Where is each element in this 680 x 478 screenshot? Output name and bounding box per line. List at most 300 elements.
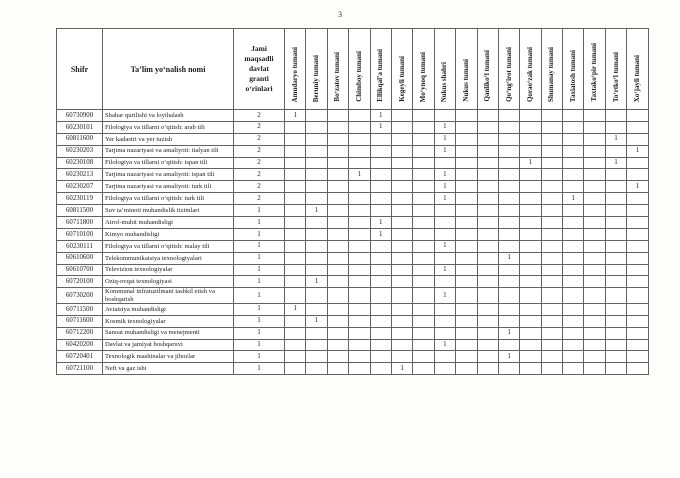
grant-value-cell: 1 bbox=[370, 110, 391, 122]
grant-value-cell bbox=[563, 363, 584, 375]
grant-value-cell bbox=[605, 193, 626, 205]
grant-value-cell bbox=[563, 252, 584, 264]
grant-value-cell bbox=[349, 217, 370, 229]
table-row bbox=[57, 288, 649, 304]
grant-value-cell bbox=[541, 240, 562, 252]
grant-value-cell bbox=[285, 121, 306, 133]
total-grants-cell: 2 bbox=[234, 169, 285, 181]
code-cell: 60711800 bbox=[57, 217, 103, 229]
grant-value-cell bbox=[520, 351, 541, 363]
grant-value-cell bbox=[520, 133, 541, 145]
grant-value-cell bbox=[627, 228, 648, 240]
column-header-direction-name: Ta’lim yo‘nalish nomi bbox=[103, 29, 234, 110]
grant-value-cell bbox=[563, 351, 584, 363]
code-cell: 60811500 bbox=[57, 205, 103, 217]
direction-name-cell: Texnologik mashinalar va jihozlar bbox=[103, 351, 234, 363]
grant-value-cell bbox=[477, 264, 498, 276]
total-grants-cell: 2 bbox=[234, 181, 285, 193]
grant-value-cell bbox=[285, 264, 306, 276]
grant-value-cell bbox=[584, 181, 605, 193]
grant-value-cell bbox=[627, 327, 648, 339]
column-header-district-3 bbox=[349, 29, 370, 110]
grant-value-cell bbox=[349, 339, 370, 351]
grant-value-cell bbox=[456, 169, 477, 181]
grant-value-cell bbox=[605, 327, 626, 339]
grant-value-cell bbox=[370, 339, 391, 351]
grant-value-cell bbox=[413, 157, 434, 169]
grant-value-cell bbox=[584, 228, 605, 240]
grant-value-cell: 1 bbox=[605, 133, 626, 145]
grant-value-cell bbox=[285, 351, 306, 363]
direction-name-cell: Kommunal infratuzilmani tashkil etish va boshqarish bbox=[103, 288, 234, 304]
grant-value-cell bbox=[285, 327, 306, 339]
grant-value-cell bbox=[584, 193, 605, 205]
grant-value-cell bbox=[434, 110, 455, 122]
grant-value-cell bbox=[370, 169, 391, 181]
grant-value-cell bbox=[391, 217, 412, 229]
grant-value-cell: 1 bbox=[370, 228, 391, 240]
grant-value-cell bbox=[456, 217, 477, 229]
grant-value-cell bbox=[605, 110, 626, 122]
grant-value-cell bbox=[520, 228, 541, 240]
grant-value-cell bbox=[541, 228, 562, 240]
grant-value-cell: 1 bbox=[605, 157, 626, 169]
district-header-label: Taxtako‘pir tumani bbox=[590, 43, 599, 102]
grant-value-cell bbox=[477, 217, 498, 229]
grant-value-cell bbox=[541, 145, 562, 157]
grant-value-cell bbox=[627, 217, 648, 229]
grant-value-cell bbox=[498, 169, 519, 181]
total-grants-cell: 1 bbox=[234, 339, 285, 351]
grant-value-cell bbox=[584, 240, 605, 252]
table-row bbox=[57, 315, 649, 327]
grant-value-cell bbox=[563, 121, 584, 133]
grant-value-cell bbox=[391, 193, 412, 205]
grant-value-cell bbox=[285, 315, 306, 327]
column-header-district-15 bbox=[605, 29, 626, 110]
direction-name-cell: Sanoat muhandisligi va menejmenti bbox=[103, 327, 234, 339]
grant-value-cell bbox=[327, 288, 348, 304]
total-grants-cell: 1 bbox=[234, 276, 285, 288]
grant-value-cell bbox=[627, 276, 648, 288]
grant-value-cell bbox=[391, 327, 412, 339]
grant-value-cell bbox=[627, 264, 648, 276]
code-cell: 60230108 bbox=[57, 157, 103, 169]
total-grants-cell: 1 bbox=[234, 252, 285, 264]
grant-value-cell bbox=[349, 303, 370, 315]
grant-value-cell bbox=[370, 181, 391, 193]
district-header-label: Nukus shahri bbox=[440, 61, 449, 102]
grant-value-cell bbox=[477, 205, 498, 217]
grant-value-cell bbox=[477, 169, 498, 181]
grant-value-cell bbox=[434, 205, 455, 217]
grant-value-cell bbox=[584, 217, 605, 229]
grant-value-cell bbox=[349, 228, 370, 240]
table-row bbox=[57, 193, 649, 205]
district-header-label: Chimboy tumani bbox=[354, 51, 363, 102]
grant-value-cell bbox=[520, 121, 541, 133]
direction-name-cell: Atrof-muhit muhandisligi bbox=[103, 217, 234, 229]
grant-value-cell bbox=[456, 205, 477, 217]
grant-value-cell: 1 bbox=[627, 181, 648, 193]
grant-value-cell bbox=[563, 181, 584, 193]
code-cell: 60230203 bbox=[57, 145, 103, 157]
table-row bbox=[57, 327, 649, 339]
grant-value-cell bbox=[434, 303, 455, 315]
grant-value-cell bbox=[327, 252, 348, 264]
grant-value-cell bbox=[520, 169, 541, 181]
grant-value-cell bbox=[520, 181, 541, 193]
grant-value-cell bbox=[605, 217, 626, 229]
grant-value-cell bbox=[456, 228, 477, 240]
total-grants-cell: 2 bbox=[234, 110, 285, 122]
table-row bbox=[57, 110, 649, 122]
code-cell: 60610600 bbox=[57, 252, 103, 264]
direction-name-cell: Tarjima nazariyasi va amaliyoti: italyan tili bbox=[103, 145, 234, 157]
grant-value-cell: 1 bbox=[563, 193, 584, 205]
grant-value-cell bbox=[605, 121, 626, 133]
grant-value-cell bbox=[413, 193, 434, 205]
grant-value-cell bbox=[584, 121, 605, 133]
grant-value-cell bbox=[541, 121, 562, 133]
grant-value-cell bbox=[370, 363, 391, 375]
grant-value-cell bbox=[563, 205, 584, 217]
direction-name-cell: Filologiya va tillarni o‘qitish: turk tili bbox=[103, 193, 234, 205]
grant-value-cell bbox=[306, 133, 327, 145]
grant-value-cell bbox=[563, 288, 584, 304]
grants-table bbox=[56, 28, 649, 375]
grant-value-cell bbox=[627, 157, 648, 169]
grant-value-cell bbox=[327, 133, 348, 145]
grant-value-cell bbox=[391, 288, 412, 304]
grant-value-cell bbox=[327, 327, 348, 339]
grant-value-cell bbox=[349, 276, 370, 288]
grant-value-cell bbox=[605, 264, 626, 276]
grant-value-cell bbox=[584, 169, 605, 181]
total-grants-cell: 1 bbox=[234, 264, 285, 276]
grant-value-cell bbox=[627, 252, 648, 264]
grant-value-cell bbox=[584, 327, 605, 339]
grant-value-cell bbox=[520, 205, 541, 217]
grant-value-cell bbox=[477, 110, 498, 122]
grant-value-cell bbox=[456, 252, 477, 264]
table-body bbox=[57, 110, 649, 375]
grant-value-cell bbox=[370, 193, 391, 205]
grant-value-cell bbox=[285, 205, 306, 217]
grant-value-cell bbox=[627, 193, 648, 205]
total-grants-cell: 1 bbox=[234, 351, 285, 363]
table-row bbox=[57, 169, 649, 181]
grant-value-cell bbox=[327, 169, 348, 181]
grant-value-cell bbox=[584, 288, 605, 304]
grant-value-cell bbox=[349, 327, 370, 339]
grant-value-cell bbox=[306, 145, 327, 157]
grant-value-cell bbox=[627, 288, 648, 304]
direction-name-cell: Aviatsiya muhandisligi bbox=[103, 303, 234, 315]
grant-value-cell: 1 bbox=[434, 121, 455, 133]
grant-value-cell bbox=[584, 110, 605, 122]
grant-value-cell bbox=[584, 264, 605, 276]
grant-value-cell: 1 bbox=[370, 217, 391, 229]
grant-value-cell bbox=[541, 339, 562, 351]
grant-value-cell bbox=[327, 240, 348, 252]
grant-value-cell bbox=[391, 110, 412, 122]
table-row bbox=[57, 217, 649, 229]
grant-value-cell bbox=[349, 133, 370, 145]
grant-value-cell bbox=[541, 264, 562, 276]
grant-value-cell bbox=[349, 252, 370, 264]
grant-value-cell bbox=[477, 276, 498, 288]
district-header-label: Beruniy tumani bbox=[312, 54, 321, 102]
column-header-district-2 bbox=[327, 29, 348, 110]
grant-value-cell bbox=[563, 339, 584, 351]
grant-value-cell bbox=[584, 145, 605, 157]
grant-value-cell bbox=[627, 240, 648, 252]
grant-value-cell bbox=[456, 288, 477, 304]
grant-value-cell bbox=[391, 205, 412, 217]
grant-value-cell bbox=[434, 157, 455, 169]
grant-value-cell bbox=[306, 303, 327, 315]
grant-value-cell bbox=[285, 252, 306, 264]
grant-value-cell bbox=[605, 228, 626, 240]
grant-value-cell bbox=[413, 288, 434, 304]
code-cell: 60721100 bbox=[57, 363, 103, 375]
grant-value-cell bbox=[627, 315, 648, 327]
grant-value-cell bbox=[413, 133, 434, 145]
grant-value-cell bbox=[477, 303, 498, 315]
grant-value-cell bbox=[327, 315, 348, 327]
grant-value-cell bbox=[456, 240, 477, 252]
grant-value-cell bbox=[391, 303, 412, 315]
grant-value-cell bbox=[456, 303, 477, 315]
column-header-district-7 bbox=[434, 29, 455, 110]
grant-value-cell bbox=[413, 217, 434, 229]
total-grants-cell: 2 bbox=[234, 121, 285, 133]
grant-value-cell bbox=[285, 276, 306, 288]
grant-value-cell bbox=[627, 363, 648, 375]
grant-value-cell: 1 bbox=[434, 339, 455, 351]
grant-value-cell bbox=[477, 121, 498, 133]
grant-value-cell bbox=[391, 240, 412, 252]
grant-value-cell bbox=[477, 193, 498, 205]
grant-value-cell bbox=[285, 145, 306, 157]
grant-value-cell bbox=[563, 157, 584, 169]
code-cell: 60720401 bbox=[57, 351, 103, 363]
grant-value-cell bbox=[520, 288, 541, 304]
direction-name-cell: Filologiya va tillarni o‘qitish: arab tili bbox=[103, 121, 234, 133]
direction-name-cell: Davlat va jamiyat boshqaruvi bbox=[103, 339, 234, 351]
grant-value-cell bbox=[306, 110, 327, 122]
grant-value-cell bbox=[541, 303, 562, 315]
grant-value-cell bbox=[285, 181, 306, 193]
grant-value-cell bbox=[327, 217, 348, 229]
grant-value-cell bbox=[456, 363, 477, 375]
grant-value-cell bbox=[498, 303, 519, 315]
column-header-total-grants: Jami maqsadli davlat granti o‘rinlari bbox=[234, 29, 285, 110]
grant-value-cell bbox=[413, 339, 434, 351]
grant-value-cell: 1 bbox=[627, 145, 648, 157]
total-grants-cell: 2 bbox=[234, 157, 285, 169]
grant-value-cell bbox=[370, 133, 391, 145]
grant-value-cell bbox=[391, 169, 412, 181]
grant-value-cell bbox=[306, 121, 327, 133]
grant-value-cell bbox=[413, 110, 434, 122]
grant-value-cell bbox=[306, 351, 327, 363]
grant-value-cell bbox=[413, 303, 434, 315]
grant-value-cell bbox=[498, 363, 519, 375]
grant-value-cell bbox=[477, 363, 498, 375]
grant-value-cell: 1 bbox=[520, 157, 541, 169]
direction-name-cell: Telekommunikatsiya texnologiyalari bbox=[103, 252, 234, 264]
grant-value-cell bbox=[349, 110, 370, 122]
grant-value-cell bbox=[605, 351, 626, 363]
grant-value-cell bbox=[413, 363, 434, 375]
column-header-shifr: Shifr bbox=[57, 29, 103, 110]
grant-value-cell bbox=[605, 288, 626, 304]
grant-value-cell bbox=[477, 315, 498, 327]
column-header-district-12 bbox=[541, 29, 562, 110]
grant-value-cell bbox=[370, 205, 391, 217]
grant-value-cell bbox=[327, 264, 348, 276]
grant-value-cell bbox=[498, 205, 519, 217]
grant-value-cell: 1 bbox=[349, 169, 370, 181]
grant-value-cell bbox=[349, 363, 370, 375]
direction-name-cell: Neft va gaz ishi bbox=[103, 363, 234, 375]
grant-value-cell bbox=[349, 240, 370, 252]
column-header-district-4 bbox=[370, 29, 391, 110]
grant-value-cell bbox=[456, 264, 477, 276]
grant-value-cell bbox=[285, 133, 306, 145]
grant-value-cell bbox=[520, 193, 541, 205]
code-cell: 60420200 bbox=[57, 339, 103, 351]
grant-value-cell bbox=[285, 217, 306, 229]
grant-value-cell bbox=[327, 351, 348, 363]
column-header-district-10 bbox=[498, 29, 519, 110]
grant-value-cell bbox=[563, 169, 584, 181]
grant-value-cell bbox=[605, 252, 626, 264]
grant-value-cell bbox=[349, 315, 370, 327]
grant-value-cell bbox=[391, 315, 412, 327]
grant-value-cell bbox=[605, 240, 626, 252]
grant-value-cell: 1 bbox=[370, 121, 391, 133]
grant-value-cell bbox=[306, 252, 327, 264]
grant-value-cell bbox=[327, 110, 348, 122]
district-header-label: Xo‘jayli tumani bbox=[632, 54, 641, 102]
grant-value-cell bbox=[498, 217, 519, 229]
total-grants-cell: 2 bbox=[234, 145, 285, 157]
grant-value-cell bbox=[520, 217, 541, 229]
grant-value-cell bbox=[477, 240, 498, 252]
direction-name-cell: Tarjima nazariyasi va amaliyoti: turk tili bbox=[103, 181, 234, 193]
grant-value-cell bbox=[434, 363, 455, 375]
grant-value-cell: 1 bbox=[498, 351, 519, 363]
grant-value-cell bbox=[349, 288, 370, 304]
direction-name-cell: Shahar qurilishi va loyihalash bbox=[103, 110, 234, 122]
total-grants-cell: 1 bbox=[234, 288, 285, 304]
grant-value-cell bbox=[477, 288, 498, 304]
grant-value-cell bbox=[327, 363, 348, 375]
grant-value-cell bbox=[520, 145, 541, 157]
grant-value-cell bbox=[520, 264, 541, 276]
grant-value-cell bbox=[327, 181, 348, 193]
code-cell: 60711500 bbox=[57, 303, 103, 315]
grant-value-cell bbox=[306, 327, 327, 339]
code-cell: 60730200 bbox=[57, 288, 103, 304]
grant-value-cell bbox=[306, 157, 327, 169]
district-header-label: Kegeyli tumani bbox=[397, 56, 406, 102]
grant-value-cell bbox=[498, 181, 519, 193]
grant-value-cell bbox=[391, 181, 412, 193]
grant-value-cell bbox=[391, 339, 412, 351]
total-grants-cell: 1 bbox=[234, 303, 285, 315]
grant-value-cell bbox=[413, 169, 434, 181]
district-header-label: Shumanay tumani bbox=[547, 46, 556, 102]
grant-value-cell bbox=[456, 327, 477, 339]
grant-value-cell bbox=[349, 145, 370, 157]
grant-value-cell bbox=[477, 327, 498, 339]
grant-value-cell bbox=[306, 228, 327, 240]
grant-value-cell bbox=[285, 169, 306, 181]
grant-value-cell bbox=[370, 157, 391, 169]
grant-value-cell: 1 bbox=[498, 327, 519, 339]
grant-value-cell bbox=[456, 110, 477, 122]
grant-value-cell bbox=[541, 315, 562, 327]
table-row bbox=[57, 276, 649, 288]
code-cell: 60230213 bbox=[57, 169, 103, 181]
grant-value-cell bbox=[477, 145, 498, 157]
grant-value-cell bbox=[306, 288, 327, 304]
grant-value-cell: 1 bbox=[434, 288, 455, 304]
grant-value-cell bbox=[563, 327, 584, 339]
grant-value-cell bbox=[391, 157, 412, 169]
grant-value-cell bbox=[605, 363, 626, 375]
table-row bbox=[57, 157, 649, 169]
grant-value-cell bbox=[563, 240, 584, 252]
table-header bbox=[57, 29, 649, 110]
grant-value-cell bbox=[285, 339, 306, 351]
grant-value-cell bbox=[605, 181, 626, 193]
grant-value-cell bbox=[434, 252, 455, 264]
grant-value-cell bbox=[456, 351, 477, 363]
grant-value-cell bbox=[391, 133, 412, 145]
grant-value-cell bbox=[605, 276, 626, 288]
grant-value-cell bbox=[327, 145, 348, 157]
grant-value-cell bbox=[605, 303, 626, 315]
direction-name-cell: Televizion texnologiyalar bbox=[103, 264, 234, 276]
grant-value-cell bbox=[584, 303, 605, 315]
table-row bbox=[57, 252, 649, 264]
district-header-label: Qo‘ng‘irot tumani bbox=[504, 47, 513, 102]
grant-value-cell bbox=[498, 157, 519, 169]
grant-value-cell bbox=[456, 121, 477, 133]
grant-value-cell bbox=[498, 315, 519, 327]
grant-value-cell bbox=[434, 315, 455, 327]
column-header-district-0 bbox=[285, 29, 306, 110]
grant-value-cell bbox=[584, 315, 605, 327]
code-cell: 60230207 bbox=[57, 181, 103, 193]
grant-value-cell bbox=[413, 121, 434, 133]
grant-value-cell bbox=[456, 157, 477, 169]
code-cell: 60712200 bbox=[57, 327, 103, 339]
grant-value-cell bbox=[413, 264, 434, 276]
grant-value-cell bbox=[563, 276, 584, 288]
grant-value-cell bbox=[477, 157, 498, 169]
grant-value-cell bbox=[541, 217, 562, 229]
grant-value-cell bbox=[477, 228, 498, 240]
district-header-label: Qanliko‘l tumani bbox=[483, 50, 492, 102]
grant-value-cell bbox=[456, 145, 477, 157]
grant-value-cell bbox=[434, 217, 455, 229]
